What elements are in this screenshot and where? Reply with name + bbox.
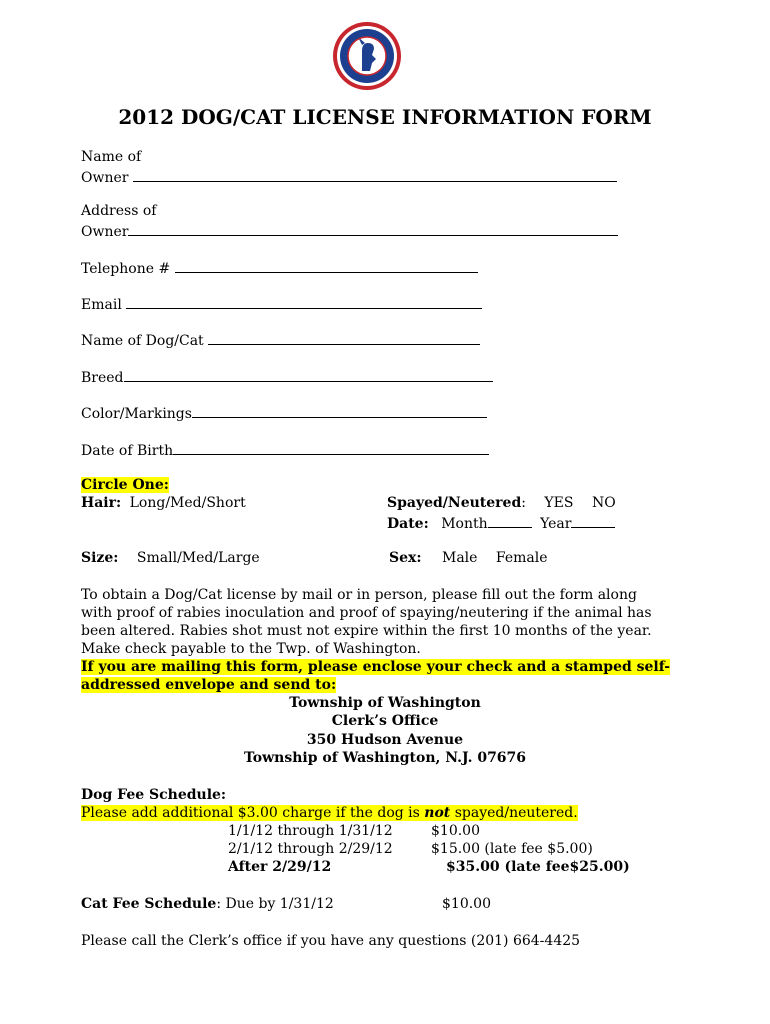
dog-fee-amount: $15.00 (late fee $5.00) <box>431 841 593 857</box>
instruction-line: Make check payable to the Twp. of Washington. <box>81 641 421 657</box>
township-seal-logo <box>332 21 402 91</box>
form-title: 2012 DOG/CAT LICENSE INFORMATION FORM <box>118 105 652 129</box>
cat-fee-row <box>81 895 334 913</box>
owner-name-row <box>81 167 617 187</box>
color-markings-label: Color/Markings <box>81 406 192 422</box>
sex-label: Sex: <box>389 550 422 566</box>
male-option[interactable]: Male <box>442 550 478 566</box>
breed-blank[interactable] <box>124 367 493 382</box>
date-of-birth-row <box>81 440 489 460</box>
email-row <box>81 294 482 314</box>
address-of-label: Address of <box>81 203 157 219</box>
dog-fee-range: After 2/29/12 <box>228 859 332 875</box>
dog-fee-range: 1/1/12 through 1/31/12 <box>228 823 393 839</box>
spayed-row <box>387 494 616 512</box>
dog-fee-note: Please add additional $3.00 charge if the dog is not spayed/neutered. <box>81 805 578 821</box>
hair-row <box>81 494 246 512</box>
cat-fee-heading: Cat Fee Schedule <box>81 896 217 912</box>
female-option[interactable]: Female <box>495 550 548 566</box>
year-label: Year <box>540 516 572 532</box>
dog-fee-amount: $10.00 <box>431 823 480 839</box>
size-label: Size: <box>81 550 119 566</box>
telephone-blank[interactable] <box>175 258 478 273</box>
spayed-label: Spayed/Neutered <box>387 495 522 511</box>
year-blank[interactable] <box>571 513 615 528</box>
size-row <box>81 549 260 567</box>
hair-label: Hair: <box>81 495 122 511</box>
breed-row <box>81 367 493 387</box>
cat-fee-due: : Due by 1/31/12 <box>216 896 334 912</box>
email-blank[interactable] <box>126 294 482 309</box>
owner-label: Owner <box>81 224 129 240</box>
date-label: Date: <box>387 516 429 532</box>
color-markings-row <box>81 403 487 423</box>
contact-note: Please call the Clerk’s office if you have any questions (201) 664-4425 <box>81 933 581 949</box>
not-emphasis: not <box>424 805 451 821</box>
mailing-instruction: addressed envelope and send to: <box>81 677 337 693</box>
address-line: Clerk’s Office <box>331 713 439 729</box>
spayed-date-row <box>387 513 615 533</box>
name-of-label: Name of <box>81 149 142 165</box>
date-of-birth-label: Date of Birth <box>81 443 174 459</box>
instruction-line: To obtain a Dog/Cat license by mail or in person, please fill out the form along <box>81 587 637 603</box>
address-line: Township of Washington <box>289 695 481 711</box>
owner-label: Owner <box>81 170 129 186</box>
date-of-birth-blank[interactable] <box>173 440 489 455</box>
mailing-instruction: If you are mailing this form, please enclose your check and a stamped self- <box>81 659 671 675</box>
size-options[interactable]: Small/Med/Large <box>136 550 260 566</box>
instruction-line: with proof of rabies inoculation and proof of spaying/neutering if the animal has <box>81 605 652 621</box>
pet-name-row <box>81 330 480 350</box>
pet-name-blank[interactable] <box>208 330 480 345</box>
month-label: Month <box>441 516 488 532</box>
spayed-colon: : <box>521 495 526 511</box>
color-markings-blank[interactable] <box>192 403 487 418</box>
hair-options[interactable]: Long/Med/Short <box>129 495 246 511</box>
yes-option[interactable]: YES <box>544 495 574 511</box>
owner-address-blank[interactable] <box>128 221 618 236</box>
dog-fee-heading: Dog Fee Schedule: <box>81 787 227 803</box>
breed-label: Breed <box>81 370 124 386</box>
address-line: Township of Washington, N.J. 07676 <box>243 750 527 766</box>
dog-fee-amount: $35.00 (late fee$25.00) <box>446 859 630 875</box>
cat-fee-amount: $10.00 <box>442 896 491 912</box>
telephone-row <box>81 258 478 278</box>
instruction-line: been altered. Rabies shot must not expire within the first 10 months of the year. <box>81 623 652 639</box>
address-line: 350 Hudson Avenue <box>306 732 464 748</box>
owner-name-blank[interactable] <box>133 167 617 182</box>
dog-fee-range: 2/1/12 through 2/29/12 <box>228 841 393 857</box>
month-blank[interactable] <box>488 513 532 528</box>
circle-one-heading: Circle One: <box>81 477 169 493</box>
no-option[interactable]: NO <box>591 495 616 511</box>
telephone-label: Telephone # <box>81 261 171 277</box>
sex-row <box>389 549 548 567</box>
owner-address-row <box>81 221 618 241</box>
email-label: Email <box>81 297 122 313</box>
pet-name-label: Name of Dog/Cat <box>81 333 204 349</box>
